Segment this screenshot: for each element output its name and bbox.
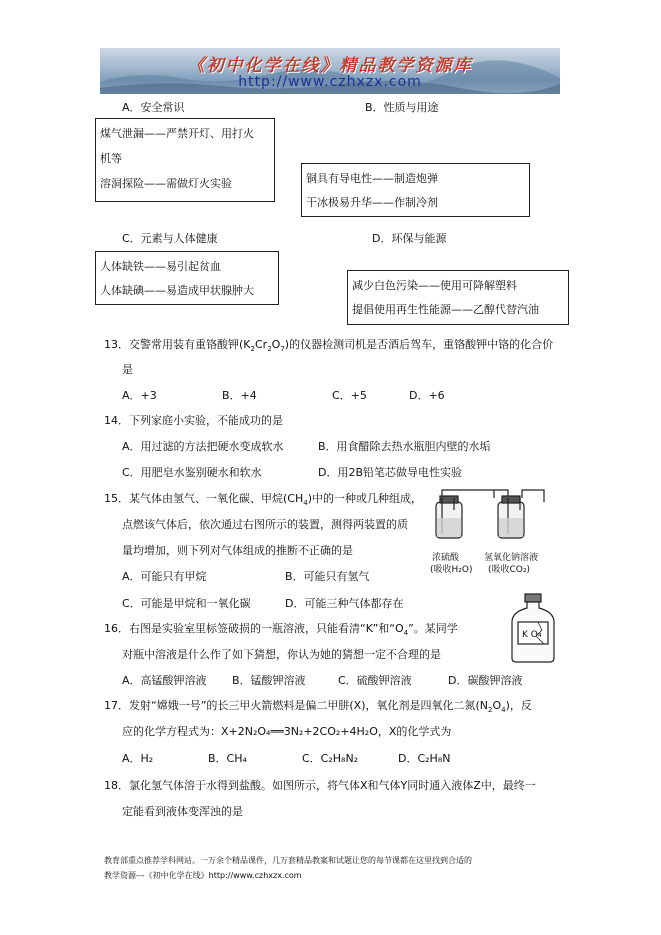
q15-stem-line-2: 点燃该气体后，依次通过右图所示的装置，测得两装置的质 — [122, 518, 408, 531]
q14-option-b: B．用食醋除去热水瓶胆内壁的水垢 — [318, 440, 491, 453]
q16-option-b: B．锰酸钾溶液 — [232, 674, 306, 687]
q18-stem-line-1: 18．氯化氢气体溶于水得到盐酸。如图所示，将气体X和气体Y同时通入液体Z中，最终一 — [104, 779, 536, 792]
q15-option-b: B．可能只有氢气 — [285, 570, 370, 583]
q12-option-b-label: B．性质与用途 — [365, 101, 439, 114]
q16-option-a: A．高锰酸钾溶液 — [122, 674, 207, 687]
q14-option-c: C．用肥皂水鉴别硬水和软水 — [122, 466, 262, 479]
q15-figure-left-label: 浓硫酸 — [432, 553, 460, 563]
q12-box-d — [347, 270, 569, 325]
q13-option-c: C．+5 — [332, 389, 367, 402]
q15-figure-right-note: (吸收CO₂) — [488, 565, 530, 575]
q12-a-line-2: 机等 — [100, 152, 122, 165]
q13-option-a: A．+3 — [122, 389, 157, 402]
q12-box-b — [301, 163, 530, 217]
header-banner — [100, 48, 560, 94]
q12-box-c — [95, 251, 279, 305]
header-title: 《初中化学在线》精品教学资源库 — [187, 56, 473, 76]
bottle-label-text: K O₄ — [522, 630, 542, 640]
q12-a-line-1: 煤气泄漏——严禁开灯、用打火 — [100, 127, 254, 140]
q12-option-d-label: D．环保与能源 — [372, 232, 447, 245]
q12-d-line-1: 减少白色污染——使用可降解塑料 — [352, 279, 517, 292]
q15-figure-left-note: (吸收H₂O) — [430, 565, 473, 575]
q17-option-c: C．C₂H₈N₂ — [302, 752, 359, 765]
q12-option-a-label: A．安全常识 — [122, 101, 185, 114]
q12-c-line-2: 人体缺碘——易造成甲状腺肿大 — [100, 284, 254, 297]
q13-stem: 13．交警常用装有重铬酸钾$(K_2Cr_2O_7)$的仪器检测司机是否酒后驾车，重铬酸钾中铬的化合价 — [104, 338, 554, 353]
q14-option-a: A．用过滤的方法把硬水变成软水 — [122, 440, 284, 453]
q15-option-a: A．可能只有甲烷 — [122, 570, 207, 583]
q14-stem: 14．下列家庭小实验，不能成功的是 — [104, 414, 283, 427]
q17-option-b: B．CH₄ — [208, 752, 247, 765]
bottle-cap-icon — [525, 594, 541, 602]
q17-stem-line-1: 17．发射“嫦娥一号”的长三甲火箭燃料是偏二甲肼(X)，氧化剂是四氧化二氮$(N_2O_4)$，反 — [104, 699, 532, 714]
q14-option-d: D．用2B铅笔芯做导电性实验 — [318, 466, 463, 479]
q15-option-c: C．可能是甲烷和一氧化碳 — [122, 597, 251, 610]
q16-stem-line-2: 对瓶中溶液是什么作了如下猜想，你认为她的猜想一定不合理的是 — [122, 648, 441, 661]
q12-box-a — [95, 118, 275, 202]
q17-option-d: D．C₂H₈N — [398, 752, 451, 765]
q12-c-line-1: 人体缺铁——易引起贫血 — [100, 260, 221, 273]
q15-figure-right-label: 氢氧化钠溶液 — [484, 553, 539, 563]
q15-option-d: D．可能三种气体都存在 — [285, 597, 404, 610]
q13-option-b: B．+4 — [222, 389, 257, 402]
header-url[interactable]: http://www.czhxzx.com — [238, 74, 422, 90]
q13-stem-line-2: 是 — [122, 363, 133, 376]
footer-line-1: 教育部重点推荐学科网站。一万余个精品课件，几万套精品教案和试题让您的每节课都在这里找到合适的 — [104, 856, 472, 865]
q16-option-c: C．硫酸钾溶液 — [338, 674, 412, 687]
q15-stem-line-1: 15．某气体由氢气、一氧化碳、甲烷$(CH_4)$中的一种或几种组成， — [104, 492, 423, 507]
q16-option-d: D．碳酸钾溶液 — [448, 674, 523, 687]
q12-d-line-2: 提倡使用再生性能源——乙醇代替汽油 — [352, 303, 539, 316]
q16-bottle-figure — [508, 592, 558, 664]
q16-stem-line-1: 16．右图是实验室里标签破损的一瓶溶液，只能看清“K”和“$O_4$”。某同学 — [104, 622, 458, 637]
q12-a-line-3: 溶洞探险——需做灯火实验 — [100, 177, 232, 190]
q12-b-line-1: 铜具有导电性——制造炮弹 — [306, 172, 438, 185]
q17-option-a: A．H₂ — [122, 752, 154, 765]
q12-b-line-2: 干冰极易升华——作制冷剂 — [306, 196, 438, 209]
q13-option-d: D．+6 — [409, 389, 445, 402]
q18-stem-line-2: 定能看到液体变浑浊的是 — [122, 805, 243, 818]
q17-stem-line-2: 应的化学方程式为：X+2N₂O₄══3N₂+2CO₂+4H₂O，X的化学式为 — [122, 725, 452, 738]
footer-line-2: 教学资源---《初中化学在线》http://www.czhxzx.com — [104, 871, 302, 880]
q15-apparatus-figure — [428, 488, 558, 550]
q15-stem-line-3: 量均增加，则下列对气体组成的推断不正确的是 — [122, 544, 353, 557]
q12-option-c-label: C．元素与人体健康 — [122, 232, 218, 245]
